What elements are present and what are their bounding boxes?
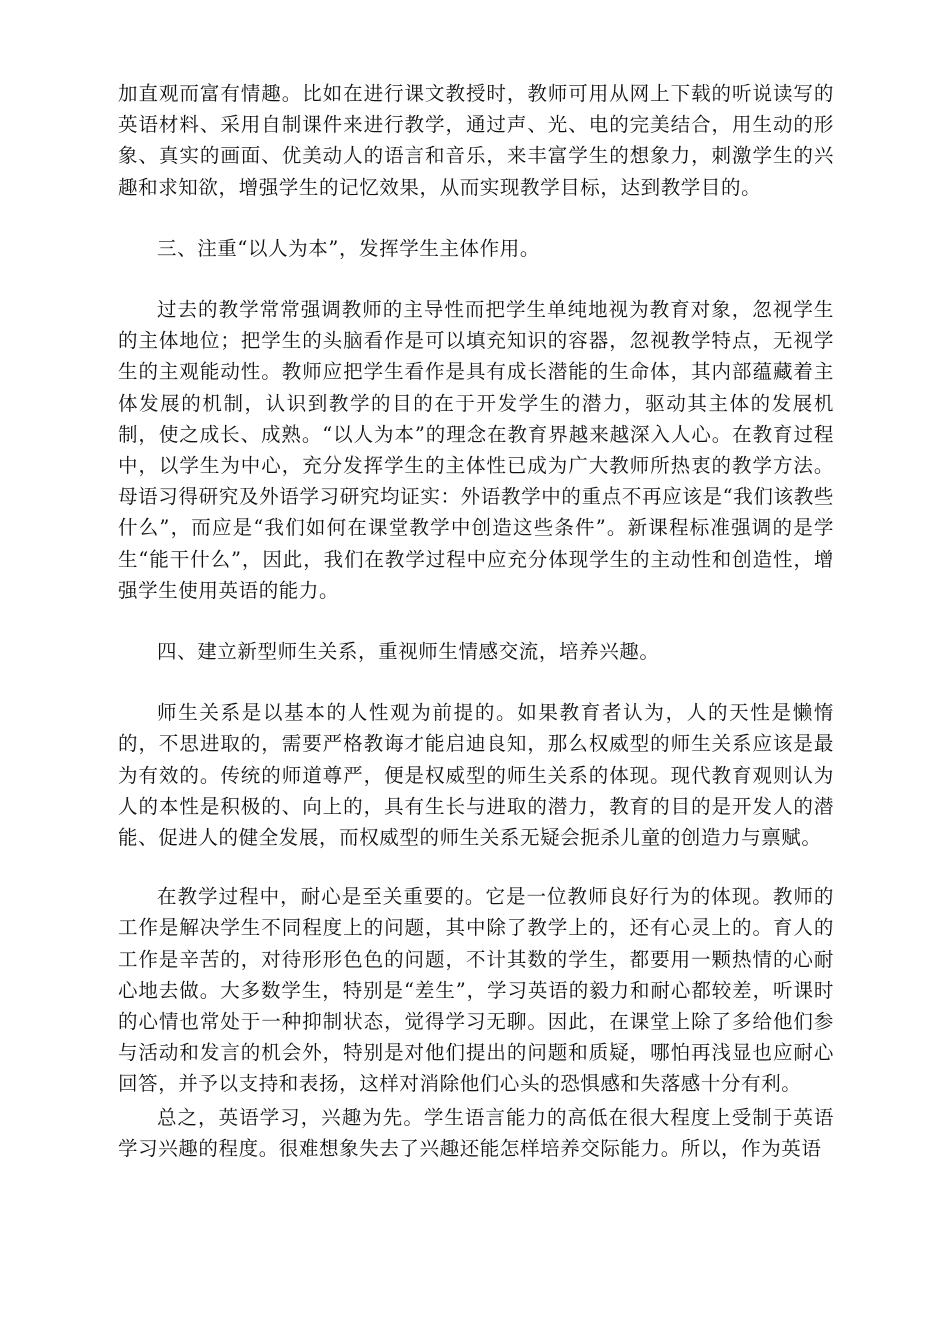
section-heading-4: 四、建立新型师生关系，重视师生情感交流，培养兴趣。 xyxy=(157,640,660,664)
paragraph-conclusion: 总之，英语学习，兴趣为先。学生语言能力的高低在很大程度上受制于英语学习兴趣的程度。很难想象失去了兴趣还能怎样培养交际能力。所以，作为英语 xyxy=(118,1105,834,1160)
paragraph-continuation: 加直观而富有情趣。比如在进行课文教授时，教师可用从网上下载的听说读写的英语材料、采用自制课件来进行教学，通过声、光、电的完美结合，用生动的形象、真实的画面、优美动人的语言和音乐，来丰富学生的想象力，刺激学生的兴趣和求知欲，增强学生的记忆效果，从而实现教学目标，达到教学目的。 xyxy=(118,82,834,199)
paragraph-patience: 在教学过程中，耐心是至关重要的。它是一位教师良好行为的体现。教师的工作是解决学生不同程度上的问题，其中除了教学上的，还有心灵上的。育人的工作是辛苦的，对待形形色色的问题，不计其数的学生，都要用一颗热情的心耐心地去做。大多数学生，特别是“差生”，学习英语的毅力和耐心都较差，听课时的心情也常处于一种抑制状态，觉得学习无聊。因此，在课堂上除了多给他们参与活动和发言的机会外，特别是对他们提出的问题和质疑，哪怕再浅显也应耐心回答，并予以支持和表扬，这样对消除他们心头的恐惧感和失落感十分有利。 xyxy=(118,885,834,1096)
paragraph-student-centered: 过去的教学常常强调教师的主导性而把学生单纯地视为教育对象，忽视学生的主体地位；把学生的头脑看作是可以填充知识的容器，忽视教学特点，无视学生的主观能动性。教师应把学生看作是具有成长潜能的生命体，其内部蕴藏着主体发展的机制，认识到教学的目的在于开发学生的潜力，驱动其主体的发展机制，使之成长、成熟。“以人为本”的理念在教育界越来越深入人心。在教育过程中，以学生为中心，充分发挥学生的主体性已成为广大教师所热衷的教学方法。母语习得研究及外语学习研究均证实：外语教学中的重点不再应该是“我们该教些什么”，而应是“我们如何在课堂教学中创造这些条件”。新课程标准强调的是学生“能干什么”，因此，我们在教学过程中应充分体现学生的主动性和创造性，增强学生使用英语的能力。 xyxy=(118,298,834,602)
paragraph-teacher-student-relation: 师生关系是以基本的人性观为前提的。如果教育者认为，人的天性是懒惰的，不思进取的，需要严格教诲才能启迪良知，那么权威型的师生关系应该是最为有效的。传统的师道尊严，便是权威型的师生关系的体现。现代教育观则认为人的本性是积极的、向上的，具有生长与进取的潜力，教育的目的是开发人的潜能、促进人的健全发展，而权威型的师生关系无疑会扼杀儿童的创造力与禀赋。 xyxy=(118,701,834,850)
document-page xyxy=(118,78,834,1164)
section-heading-3: 三、注重“以人为本”，发挥学生主体作用。 xyxy=(157,236,540,260)
